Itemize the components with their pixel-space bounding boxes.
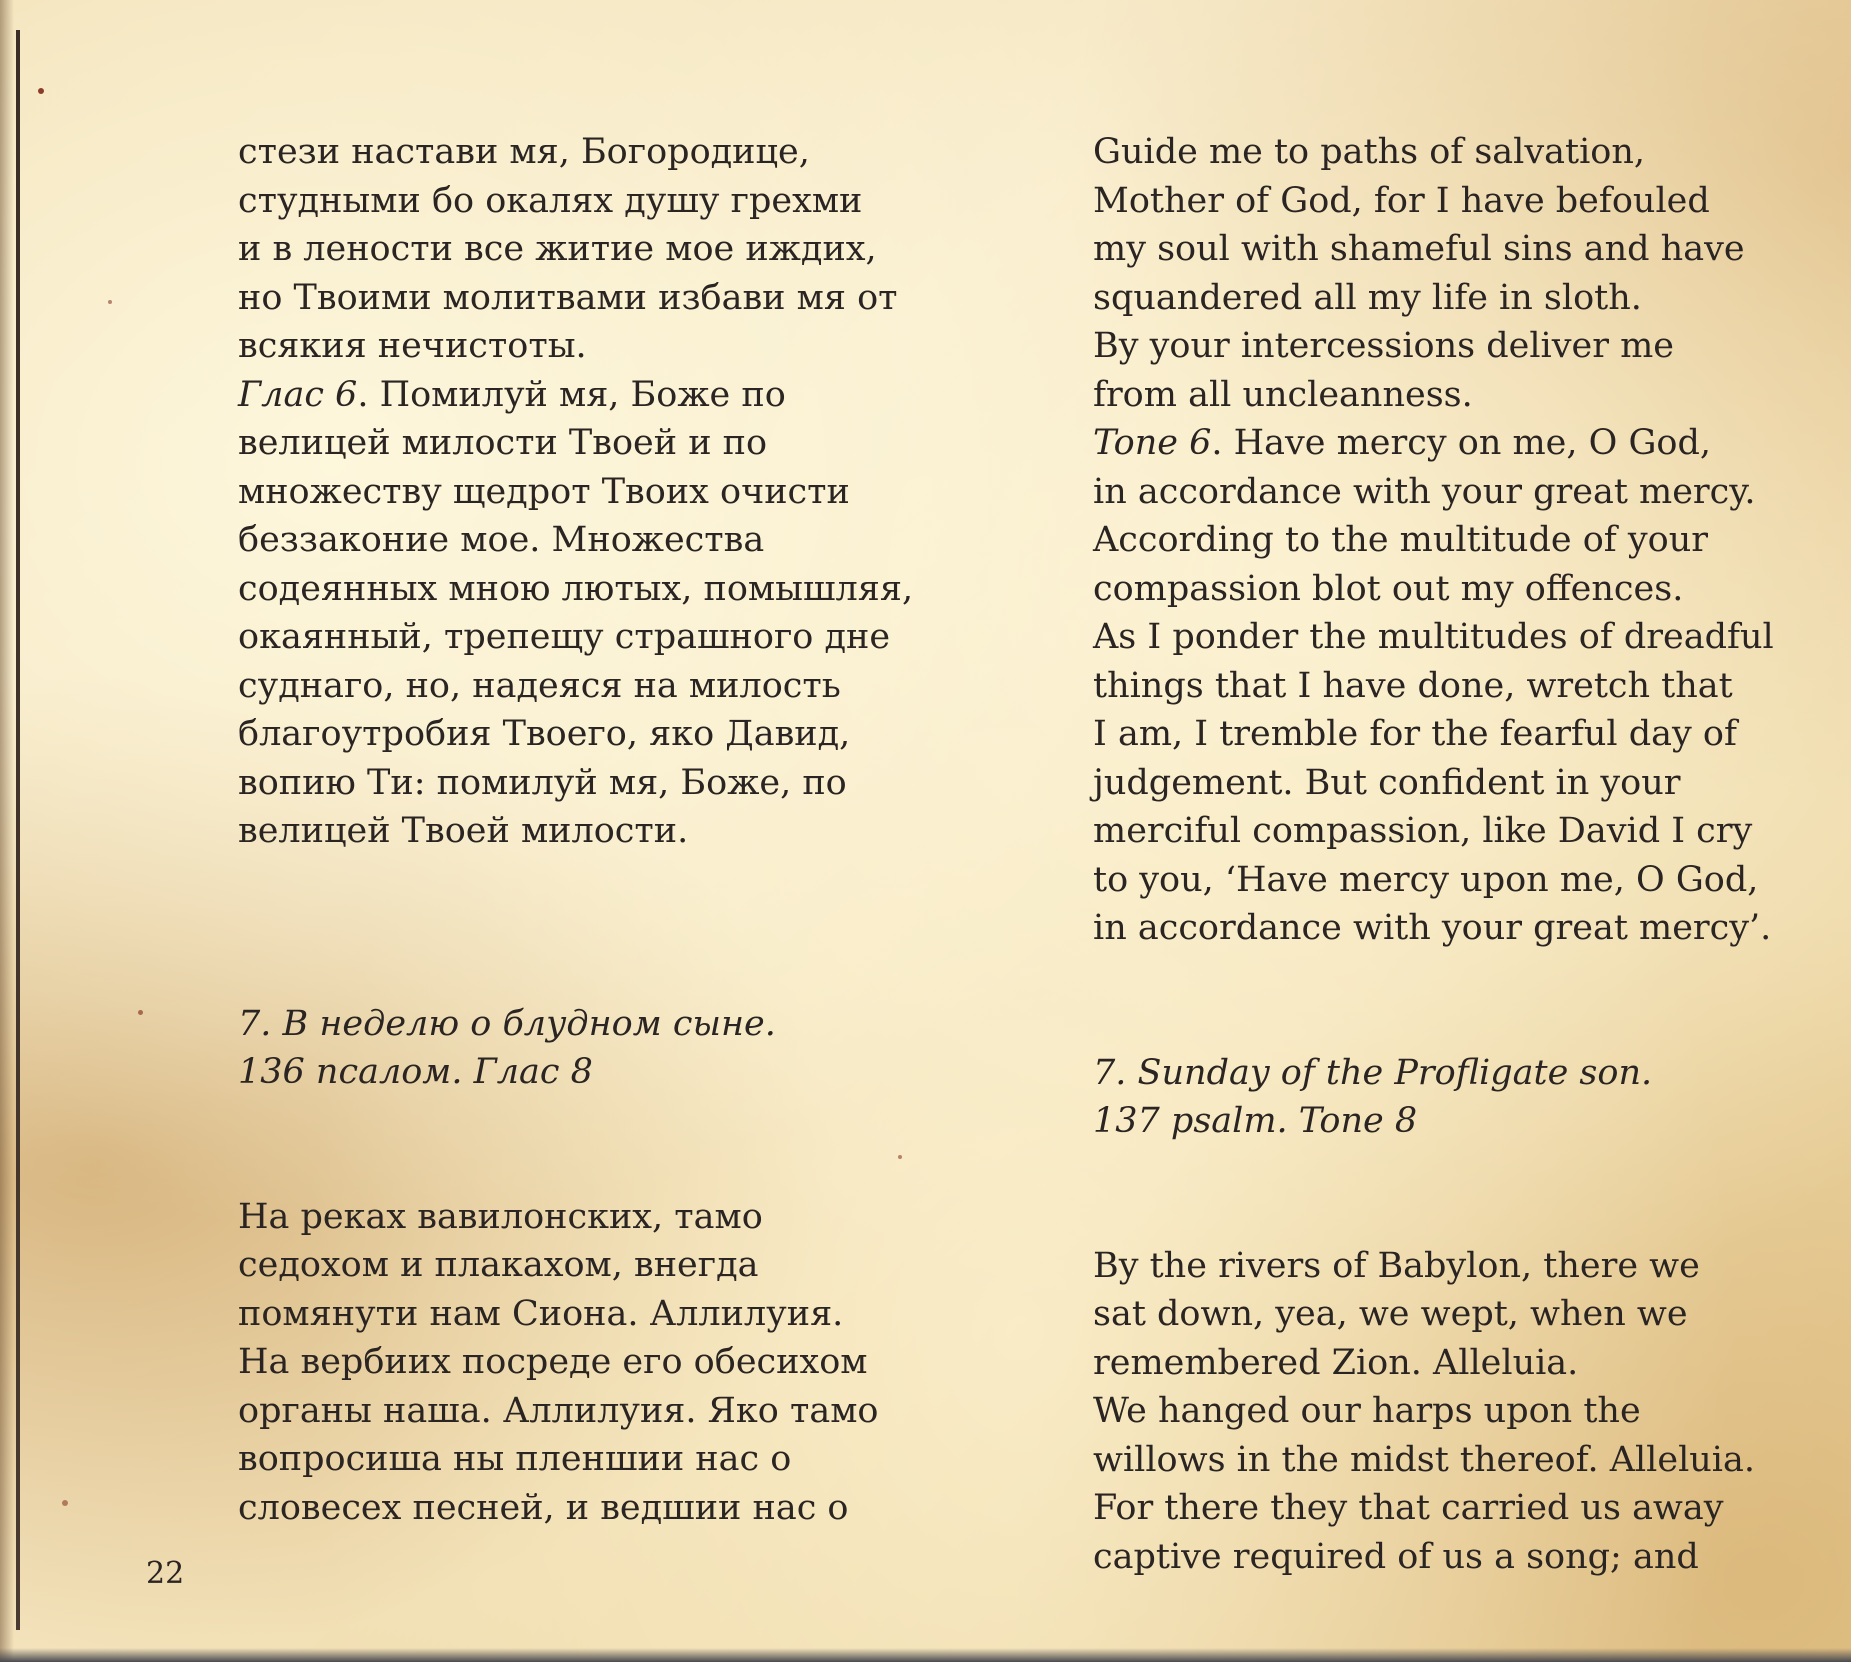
heading-line: 7. Sunday of the Profligate son. — [1093, 1052, 1653, 1093]
text-line: Guide me to paths of salvation, — [1093, 132, 1646, 172]
spacer — [238, 1097, 958, 1193]
text-line: окаянный, трепещу страшного дне — [238, 617, 891, 657]
heading-line: 136 псалом. Глас 8 — [238, 1052, 593, 1092]
text-line: седохом и плакахом, внегда — [238, 1245, 759, 1285]
text-line: willows in the midst thereof. Alleluia. — [1093, 1439, 1755, 1480]
text-line: велицей Твоей милости. — [238, 811, 689, 851]
text-line: вопросиша ны пленшии нас о — [238, 1439, 792, 1479]
text-line: органы наша. Аллилуия. Яко тамо — [238, 1390, 879, 1431]
text-line: sat down, yea, we wept, when we — [1093, 1294, 1688, 1334]
page-edge-shadow — [0, 0, 14, 1662]
text-line: помянути нам Сиона. Аллилуия. — [238, 1293, 844, 1334]
text-line: in accordance with your great mercy’. — [1093, 908, 1772, 948]
russian-text-block — [238, 128, 958, 856]
text-line: I am, I tremble for the fearful day of — [1093, 714, 1737, 754]
text-line: всякия нечистоты. — [238, 326, 587, 366]
paper-speck — [108, 300, 112, 304]
text-line: вопию Ти: помилуй мя, Боже, по — [238, 762, 847, 803]
russian-column — [238, 128, 958, 1532]
text-line: словесех песней, и ведшии нас о — [238, 1487, 849, 1528]
text-line: и в лености все житие мое иждих, — [238, 229, 877, 269]
tone-line — [238, 371, 958, 420]
binding-rule — [16, 30, 20, 1630]
text-line: We hanged our harps upon the — [1093, 1391, 1641, 1431]
paper-speck — [62, 1500, 68, 1506]
heading-line: 137 psalm. Tone 8 — [1093, 1101, 1418, 1141]
text-line: to you, ‘Have mercy upon me, O God, — [1093, 859, 1759, 900]
page-number: 22 — [146, 1556, 185, 1591]
tone-line-rest: . Помилуй мя, Боже по — [357, 374, 786, 415]
text-line: from all uncleanness. — [1093, 374, 1473, 415]
tone-line — [1093, 419, 1813, 468]
text-line: множеству щедрот Твоих очисти — [238, 471, 850, 512]
text-line: На реках вавилонских, тамо — [238, 1196, 763, 1237]
tone-label: Глас 6 — [238, 374, 358, 415]
text-line: беззаконие мое. Множества — [238, 520, 765, 560]
bottom-edge-shadow — [0, 1648, 1851, 1662]
text-line: my soul with shameful sins and have — [1093, 229, 1745, 269]
tone-label: Tone 6 — [1093, 423, 1212, 463]
text-line: As I ponder the multitudes of dreadful — [1093, 617, 1774, 657]
text-line: judgement. But confident in your — [1093, 762, 1681, 803]
text-line: merciful compassion, like David I cry — [1093, 811, 1753, 851]
text-line: compassion blot out my offences. — [1093, 568, 1684, 609]
text-line: According to the multitude of your — [1093, 520, 1708, 560]
text-line: суднаго, но, надеяся на милость — [238, 665, 841, 706]
text-line: things that I have done, wretch that — [1093, 665, 1733, 706]
spacer — [238, 856, 958, 1000]
tone-line-rest: . Have mercy on me, O God, — [1211, 423, 1712, 463]
text-line: Mother of God, for I have befouled — [1093, 180, 1710, 221]
text-line: For there they that carried us away — [1093, 1488, 1724, 1528]
english-section-heading — [1093, 1049, 1813, 1146]
english-text-block — [1093, 128, 1813, 953]
text-line: By the rivers of Babylon, there we — [1093, 1245, 1700, 1286]
text-line: стези настави мя, Богородице, — [238, 132, 810, 172]
russian-text-block — [238, 1193, 958, 1533]
text-line: remembered Zion. Alleluia. — [1093, 1342, 1579, 1383]
text-line: in accordance with your great mercy. — [1093, 471, 1756, 512]
text-line: благоутробия Твоего, яко Давид, — [238, 714, 851, 754]
heading-line: 7. В неделю о блудном сыне. — [238, 1003, 776, 1044]
text-line: велицей милости Твоей и по — [238, 423, 768, 463]
text-line: содеянных мною лютых, помышляя, — [238, 568, 914, 609]
text-line: By your intercessions deliver me — [1093, 326, 1674, 366]
spacer — [1093, 953, 1813, 1049]
paper-speck — [138, 1010, 143, 1015]
text-line: но Твоими молитвами избави мя от — [238, 277, 898, 318]
english-text-block — [1093, 1242, 1813, 1582]
text-line: студными бо окалях душу грехми — [238, 180, 863, 221]
text-line: squandered all my life in sloth. — [1093, 277, 1642, 318]
russian-section-heading — [238, 1000, 958, 1097]
text-line: На вербиих посреде его обесихом — [238, 1342, 868, 1382]
text-line: captive required of us a song; and — [1093, 1536, 1699, 1577]
paper-speck — [38, 88, 44, 94]
spacer — [1093, 1146, 1813, 1242]
english-column — [1093, 128, 1813, 1581]
